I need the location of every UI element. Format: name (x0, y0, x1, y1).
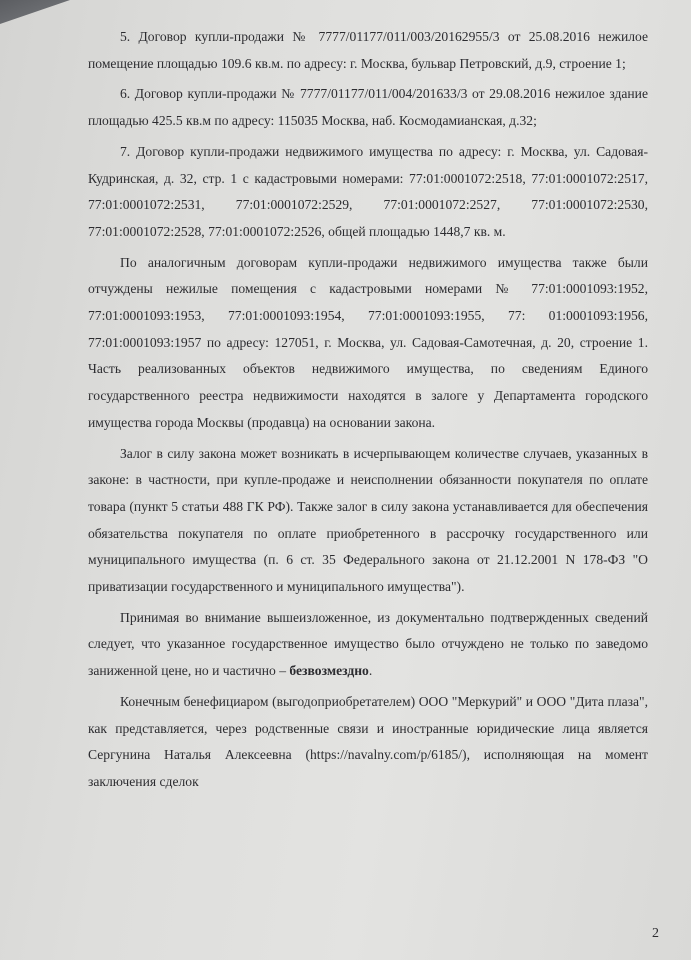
paragraph-contract-6 (88, 81, 648, 134)
page-number: 2 (652, 926, 659, 941)
paragraph-text: Принимая во внимание вышеизложенное, из документально подтвержденных сведений следует, что указанное государственное имущество было отчуждено не только по заведомо заниженной цене, но и частично – (88, 609, 648, 679)
paragraph-conclusion (88, 605, 648, 685)
page-corner-shadow (0, 0, 70, 24)
paragraph-tail: . (368, 663, 373, 679)
paragraph-contract-7 (88, 139, 648, 246)
paragraph-text: По аналогичным договорам купли-продажи недвижимого имущества также были отчуждены нежилые помещения с кадастровыми номерами № 77:01:0001093:1952, 77:01:0001093:1953, 77:01:0001093:1954, 77:01:0001093:1955, 77: 01:0001093:1956, 77:01:0001093:1957 по адресу: 127051, г. Москва, ул. Садовая-Самотечная, д. 20, строение 1. Часть реализованных объектов недвижимого имущества, по сведениям Единого государственного реестра недвижимости находятся в залоге у Департамента городского имущества города Москвы (продавца) на основании закона. (88, 254, 648, 430)
paragraph-text: 6. Договор купли-продажи № 7777/01177/011/004/201633/3 от 29.08.2016 нежилое здание площадью 425.5 кв.м по адресу: 115035 Москва, наб. Космодамианская, д.32; (88, 86, 648, 129)
paragraph-similar-contracts (88, 250, 648, 437)
paragraph-beneficiary (88, 689, 648, 796)
document-body (88, 24, 648, 800)
paragraph-text: 7. Договор купли-продажи недвижимого имущества по адресу: г. Москва, ул. Садовая-Кудринская, д. 32, стр. 1 с кадастровыми номерами: 77:01:0001072:2518, 77:01:0001072:2517, 77:01:0001072:2531, 77:01:0001072:2529, 77:01:0001072:2527, 77:01:0001072:2530, 77:01:0001072:2528, 77:01:0001072:2526, общей площадью 1448,7 кв. м. (88, 143, 648, 239)
paragraph-text: 5. Договор купли-продажи № 7777/01177/011/003/20162955/3 от 25.08.2016 нежилое помещение площадью 109.6 кв.м. по адресу: г. Москва, бульвар Петровский, д.9, строение 1; (88, 29, 648, 71)
paragraph-text: Конечным бенефициаром (выгодоприобретателем) ООО "Меркурий" и ООО "Дита плаза", как представляется, через родственные связи и иностранные юридические лица является Сергунина Наталья Алексеевна (https://navalny.com/p/6185/), исполняющая на момент заключения сделок (88, 693, 648, 789)
paragraph-text: Залог в силу закона может возникать в исчерпывающем количестве случаев, указанных в законе: в частности, при купле-продаже и неисполнении обязанности покупателя по оплате товара (пункт 5 статьи 488 ГК РФ). Также залог в силу закона устанавливается для обеспечения обязательства покупателя по оплате приобретенного в рассрочку государственного или муниципального имущества (п. 6 ст. 35 Федерального закона от 21.12.2001 N 178-ФЗ "О приватизации государственного и муниципального имущества"). (88, 445, 648, 595)
paragraph-pledge-by-law (88, 441, 648, 601)
paragraph-contract-5 (88, 24, 648, 77)
bold-emphasis: безвозмездно (289, 663, 369, 679)
